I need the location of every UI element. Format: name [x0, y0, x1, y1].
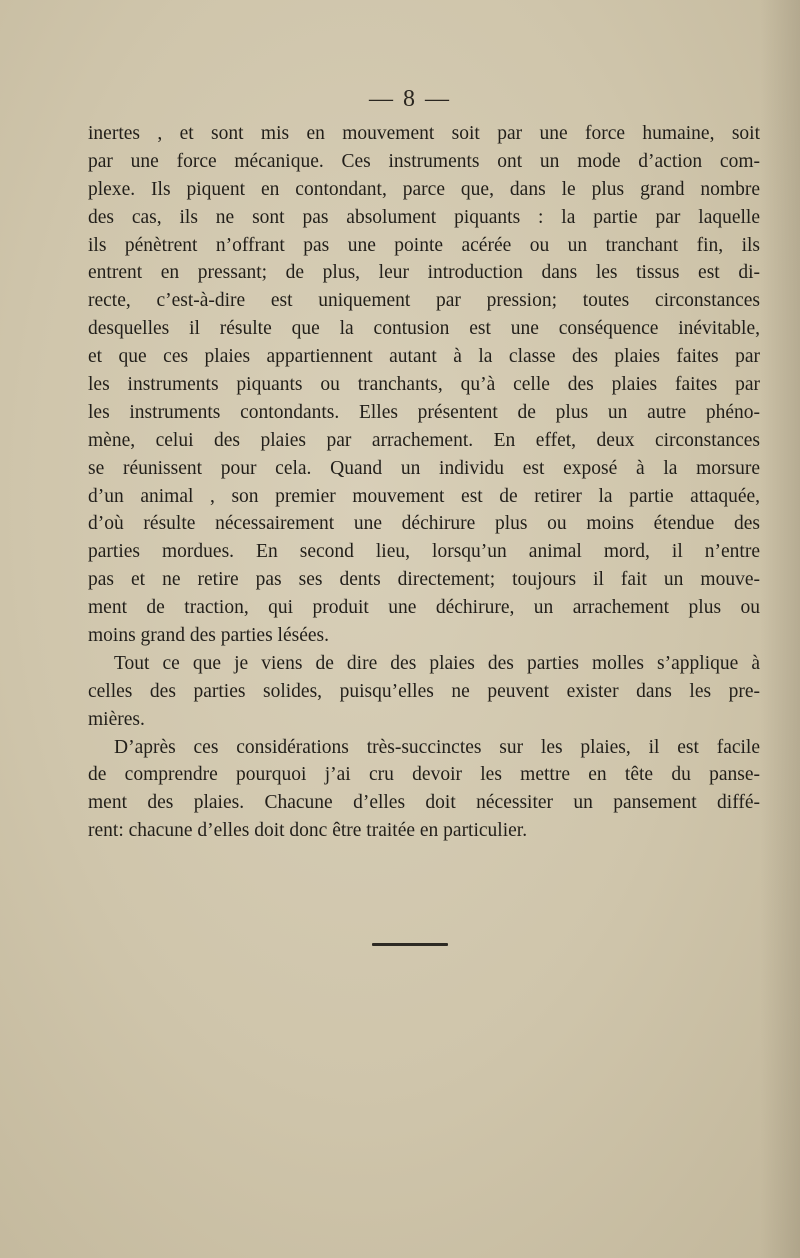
- section-divider-rule: [372, 943, 448, 946]
- text-line: desquelles il résulte que la contusion est une conséquence inévitable,: [88, 318, 760, 340]
- text-line: se réunissent pour cela. Quand un individu est exposé à la morsure: [88, 457, 760, 479]
- page-number: — 8 —: [369, 86, 451, 112]
- body-text: [88, 120, 760, 845]
- text-line: recte, c’est-à-dire est uniquement par pression; toutes circonstances: [88, 290, 760, 312]
- text-line: pas et ne retire pas ses dents directement; toujours il fait un mouve-: [88, 569, 760, 591]
- text-line: ment de traction, qui produit une déchirure, un arrachement plus ou: [88, 597, 760, 619]
- text-line: plexe. Ils piquent en contondant, parce que, dans le plus grand nombre: [88, 178, 760, 200]
- text-line: mène, celui des plaies par arrachement. En effet, deux circonstances: [88, 429, 760, 451]
- text-line: de comprendre pourquoi j’ai cru devoir les mettre en tête du panse-: [88, 764, 760, 786]
- text-line: les instruments contondants. Elles présentent de plus un autre phéno-: [88, 401, 760, 423]
- text-line: D’après ces considérations très-succinctes sur les plaies, il est facile: [114, 736, 760, 758]
- text-line: Tout ce que je viens de dire des plaies des parties molles s’applique à: [114, 652, 760, 674]
- text-line: inertes , et sont mis en mouvement soit par une force humaine, soit: [88, 123, 760, 144]
- text-line: les instruments piquants ou tranchants, qu’à celle des plaies faites par: [88, 374, 760, 396]
- text-line: d’où résulte nécessairement une déchirure plus ou moins étendue des: [88, 513, 760, 535]
- text-line: celles des parties solides, puisqu’elles ne peuvent exister dans les pre-: [88, 680, 760, 702]
- text-line: mières.: [88, 708, 145, 730]
- page-edge-shadow: [760, 0, 800, 1258]
- text-line: ils pénètrent n’offrant pas une pointe acérée ou un tranchant fin, ils: [88, 234, 760, 256]
- text-line: entrent en pressant; de plus, leur introduction dans les tissus est di-: [88, 262, 760, 284]
- text-line: parties mordues. En second lieu, lorsqu’un animal mord, il n’entre: [88, 541, 760, 563]
- text-line: moins grand des parties lésées.: [88, 625, 329, 647]
- text-line: par une force mécanique. Ces instruments ont un mode d’action com-: [88, 150, 760, 172]
- text-line: et que ces plaies appartiennent autant à la classe des plaies faites par: [88, 346, 760, 368]
- text-line: d’un animal , son premier mouvement est de retirer la partie attaquée,: [88, 485, 760, 507]
- text-line: rent: chacune d’elles doit donc être traitée en particulier.: [88, 820, 528, 842]
- text-line: des cas, ils ne sont pas absolument piquants : la partie par laquelle: [88, 206, 760, 228]
- text-line: ment des plaies. Chacune d’elles doit nécessiter un pansement diffé-: [88, 792, 760, 814]
